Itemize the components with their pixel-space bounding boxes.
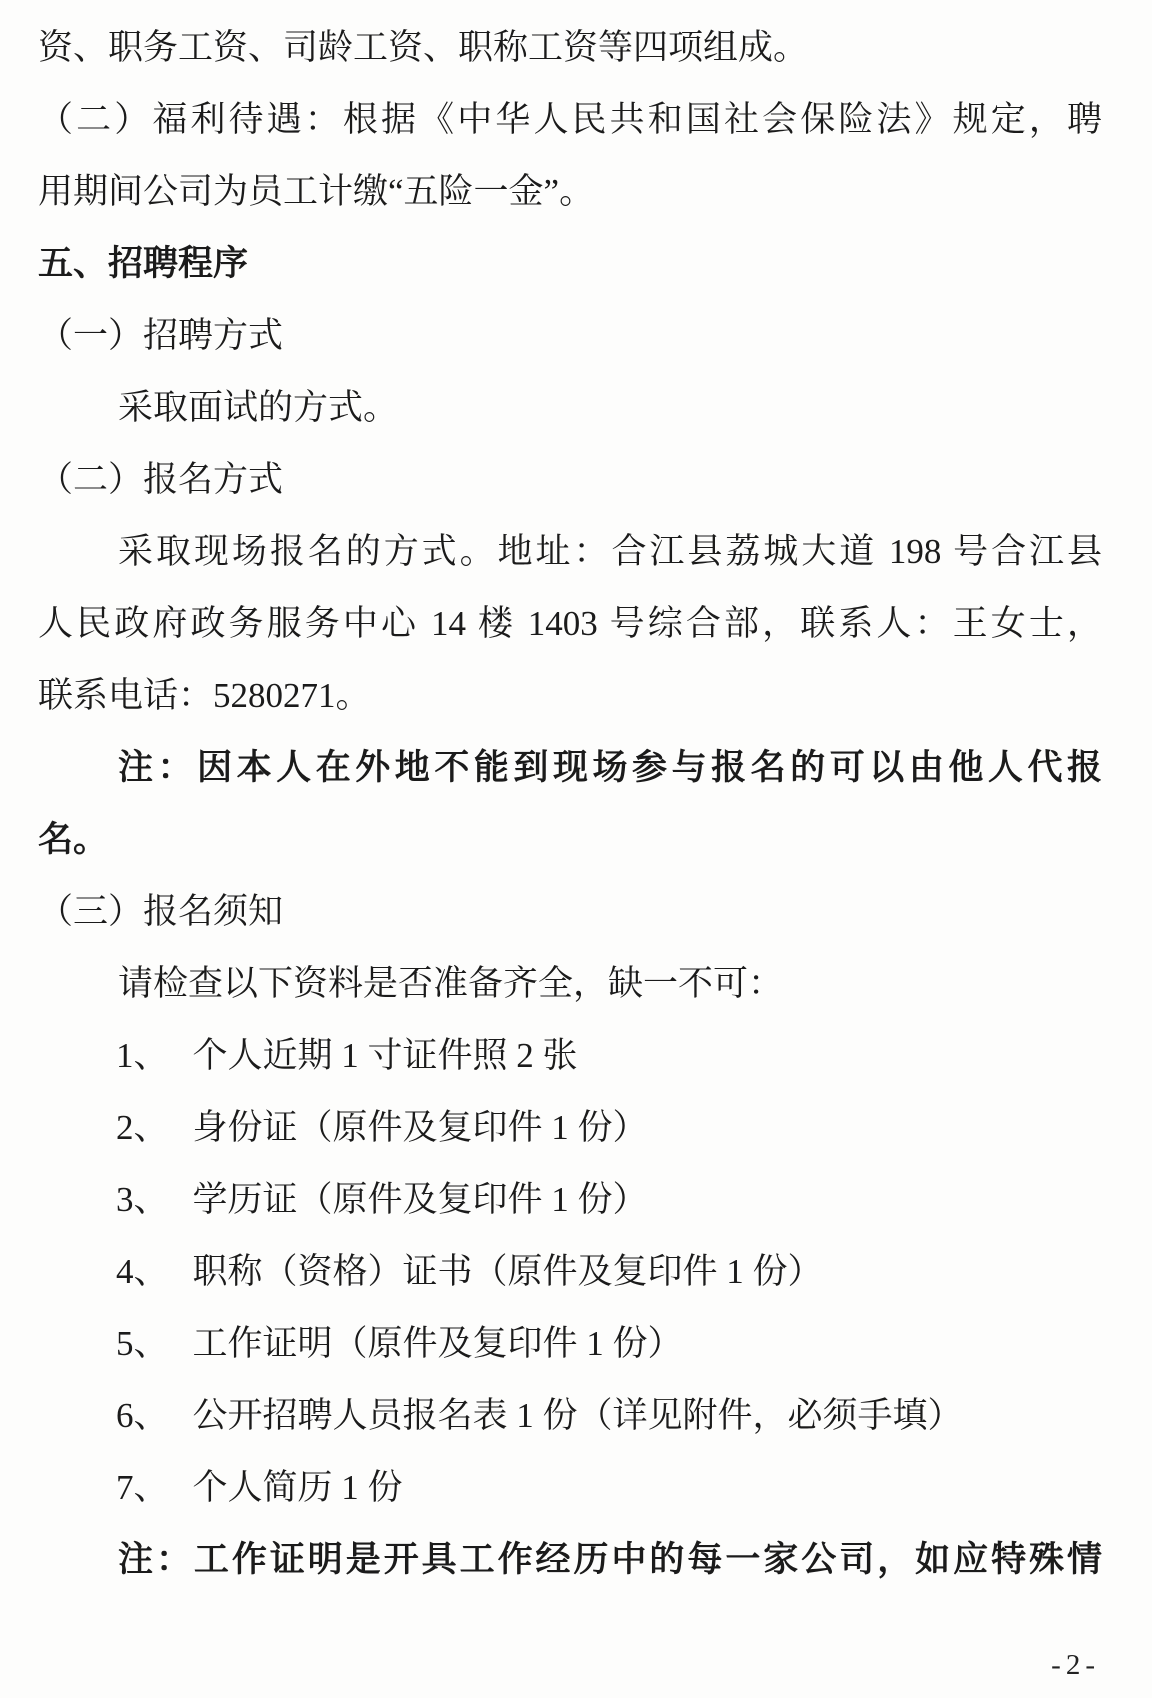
section-heading: 五、招聘程序 xyxy=(38,244,249,283)
list-item xyxy=(38,1164,1102,1236)
list-item xyxy=(38,1092,1102,1164)
list-item-number: 1、 xyxy=(116,1036,169,1075)
list-item-text: 工作证明（原件及复印件 1 份） xyxy=(192,1324,683,1363)
list-item xyxy=(38,1308,1102,1380)
list-item-text: 身份证（原件及复印件 1 份） xyxy=(192,1108,648,1147)
list-item-number: 3、 xyxy=(116,1180,169,1219)
body-line: 采取面试的方式。 xyxy=(118,388,399,427)
subsection-heading: （一）招聘方式 xyxy=(38,316,284,355)
list-item xyxy=(38,1020,1102,1092)
body-line: 人民政府政务服务中心 14 楼 1403 号综合部，联系人：王女士， xyxy=(38,604,1102,643)
list-item-text: 个人简历 1 份 xyxy=(192,1468,403,1507)
subsection-heading: （二）报名方式 xyxy=(38,460,284,499)
list-item-text: 学历证（原件及复印件 1 份） xyxy=(192,1180,648,1219)
body-line: 请检查以下资料是否准备齐全，缺一不可： xyxy=(118,964,784,1003)
body-line: 采取现场报名的方式。地址：合江县荔城大道 198 号合江县 xyxy=(118,532,1102,571)
list-item-text: 公开招聘人员报名表 1 份（详见附件，必须手填） xyxy=(192,1396,963,1435)
list-item xyxy=(38,1236,1102,1308)
page-number: -2- xyxy=(1051,1649,1100,1681)
list-item-text: 职称（资格）证书（原件及复印件 1 份） xyxy=(192,1252,823,1291)
list-item-number: 5、 xyxy=(116,1324,169,1363)
list-item xyxy=(38,1380,1102,1452)
list-item-number: 4、 xyxy=(116,1252,169,1291)
subsection-heading: （三）报名须知 xyxy=(38,892,284,931)
body-line: 资、职务工资、司龄工资、职称工资等四项组成。 xyxy=(38,28,809,67)
note-line: 名。 xyxy=(38,820,109,859)
list-item-number: 2、 xyxy=(116,1108,169,1147)
body-line: 用期间公司为员工计缴“五险一金”。 xyxy=(38,172,595,211)
list-item-text: 个人近期 1 寸证件照 2 张 xyxy=(192,1036,578,1075)
note-line: 注：因本人在外地不能到现场参与报名的可以由他人代报 xyxy=(118,748,1102,787)
list-item-number: 6、 xyxy=(116,1396,169,1435)
body-line: 联系电话：5280271。 xyxy=(38,676,371,715)
list-item xyxy=(38,1452,1102,1524)
body-line: （二）福利待遇：根据《中华人民共和国社会保险法》规定，聘 xyxy=(38,100,1102,139)
note-line: 注：工作证明是开具工作经历中的每一家公司，如应特殊情 xyxy=(118,1540,1102,1579)
list-item-number: 7、 xyxy=(116,1468,169,1507)
